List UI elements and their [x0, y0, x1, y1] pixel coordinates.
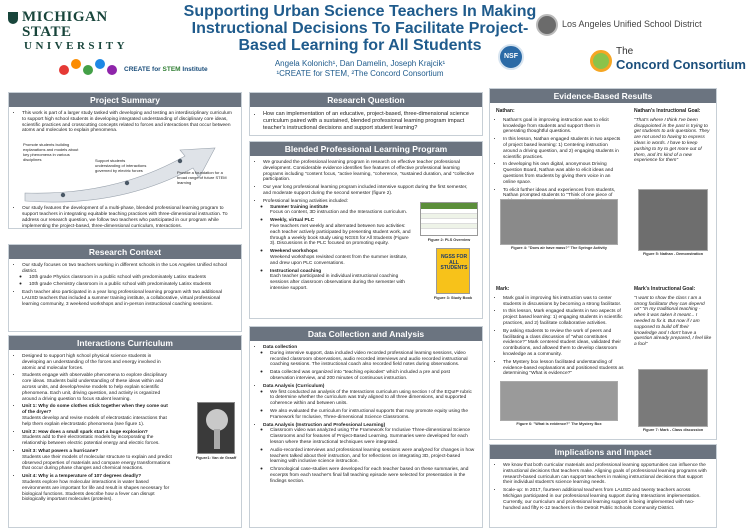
figure-caption: Figure 5: Nathan - Demonstration: [642, 252, 704, 256]
poster-title: Supporting Urban Science Teachers In Making Instructional Decisions To Facilitate Project-Based Learning for All Students: [183, 3, 537, 54]
section-heading: Evidence-Based Results: [490, 89, 716, 103]
van-de-graaff-photo: [197, 402, 235, 454]
implications-panel: Implications and Impact • We know that both curricular materials and professional learning opportunities can influence the instructional decisions that teachers make. Aligning goals of professional learning programs with research-based curriculum can support teachers in making instructional decisions that support their individual student's science learning needs. • Scale-up: In 2017, fourteen additional teachers from LAUSD and twenty teachers across Michigan participated in our professional learning support during Interactions implementation. Currently, our curriculum and professional learning support is being implemented with two-hundred and fifty K-12 teachers in the Detroit Public Schools Community District.: [489, 444, 717, 528]
book-cover: NGSS FOR ALL STUDENTS: [436, 248, 470, 294]
learning-goals-arrow-diagram: [15, 138, 235, 202]
poster-header: [0, 0, 746, 88]
section-heading: Interactions Curriculum: [9, 336, 241, 350]
author-list: Angela Kolonich¹, Dan Damelin, Joseph Krajcik¹ ¹CREATE for STEM, ²The Concord Consortium: [274, 59, 446, 78]
summary-outro: • Our study features the development of a multi-phase, blended professional learning program to support teachers in integrating equitable teaching practices with three-dimensional instruction. To address our research question, we follow two teachers who participated in our program while implementing the project-based, three-dimensional curriculum, Interactions.: [22, 206, 235, 229]
lausd-logo: Los Angeles Unified School District: [536, 14, 716, 38]
msu-line1: MICHIGAN STATE: [22, 9, 108, 40]
figure-caption: Figure 7: Mark - Class discussion: [642, 428, 704, 432]
context-bullet: • Each teacher also participated in a year long professional learning program with two additional LAUSD teachers that included a summer training institute, a collaborative, virtual professional learning community, 3 weekend workshops and in-person instructional coaching sessions.: [22, 290, 235, 307]
research-question-panel: [249, 92, 483, 136]
spartan-shield-icon: [8, 12, 18, 24]
mark-heading: Mark:: [496, 286, 510, 292]
section-heading: Blended Professional Learning Program: [250, 142, 482, 156]
section-heading: Research Context: [9, 245, 241, 259]
research-context-panel: [8, 244, 242, 332]
section-heading: Research Question: [250, 93, 482, 107]
district-seal-icon: [536, 14, 558, 36]
section-heading: Project Summary: [9, 93, 241, 107]
sphere-icon: [206, 409, 228, 431]
section-heading: Implications and Impact: [490, 445, 716, 459]
figure-caption: Figure 3: Study Book: [433, 296, 473, 300]
pls-overview-table: [420, 202, 478, 236]
nathan-goal-heading: Nathan's Instructional Goal:: [634, 108, 701, 114]
project-summary-panel: [8, 92, 242, 229]
research-question-text: • How can implementation of an educative, project-based, three-dimensional science curriculum paired with a sustained, blended professional learning program impact teacher's instructional decisions and support student learning?: [263, 111, 476, 131]
concord-consortium-logo: The Concord Consortium: [590, 46, 712, 80]
arrow-label: Support students understanding of interactions governed by electric forces: [95, 158, 147, 174]
summary-intro: • This work is part of a larger study tasked with developing and testing an interdisciplinary curriculum to support high school students in developing integrated understanding of disciplinary core ideas, scientific practices and crosscutting concepts related to forces and interactions that occur between atoms and molecules to explain phenomena.: [22, 111, 235, 134]
arrow-label: Promote students building explanations and models about key phenomena in various disciplines: [23, 142, 79, 163]
figure-caption: Figure 4: "Does air have mass?" The Syringe Activity: [511, 246, 607, 250]
interactions-curriculum-panel: Interactions Curriculum • Designed to support high school physical science students in developing an understanding of the forces and energy involved in atomic and molecular forces. • Students engage with observable phenomena to explore disciplinary core ideas. Students build understanding of these ideas within and across units, and develop/revise models to help explain scientific phenomena. Each unit, driving question, and activity is organized around a driving question to focus student learning. • Unit 1: Why do some clothes stick together when they come out of the dryer? Students develop and revise models of electrostatic interactions that help them explain electrostatic phenomena (see figure 1). • Unit 2: How does a small spark start a huge explosion? Students add to their electrostatic models by incorporating the relationship between electric potential energy and electric forces. • Unit 3: What powers a hurricane? Students use their models of molecular structure to explain and predict observed properties of materials and compare energy transformations that occur during phase changes and chemical reactions. • Unit 4: Why is a temperature of 107 degrees deadly? Students explore how molecular interactions in water based environments are important for life and result in shapes necessary for biological functions. Students describe how a fever can disrupt biologically important molecules (proteins). Figure1: Van de Graaff: [8, 335, 242, 528]
nsf-logo: NSF: [498, 44, 524, 70]
data-collection-panel: Data Collection and Analysis • Data collection ◦ During intensive support, data included video recorded professional learning sessions, video recorded classroom observations, audio recorded interviews and audio recorded instructional coaching sessions. The instructional coach also recorded field notes during observations. ◦ Data collected was organized into "teaching episodes" which included a pre and post observation interview, and 200 minutes of continuous instruction. • Data Analysis (Curriculum) ◦ We first conducted an analysis of the Interactions curriculum using section I of the EQuIP rubric to determine whether the curriculum was truly aligned to all three dimensions, and supported coherence within and between units. ◦ We also evaluated the curriculum for instructional supports that may promote equity using the Framework for Inclusive, Three-dimensional Science Classrooms. • Data Analysis (Instruction and Professional Learning) ◦ Classroom video was analyzed using The Framework for Inclusive Three-dimensional Science Classrooms and for features of Project-Based Learning. Summaries were developed for each lesson where these instructional techniques were integrated. ◦ Audio-recorded interviews and professional learning sessions were analyzed for changes in how teachers talked about their instruction, and for reflections on integrating 3D, project-based learning with inclusive science instruction. ◦ Chronological case-studies were developed for each teacher based on these summaries, and excerpts from each teacher's final fall teaching episode were selected for presentation in the findings section.: [249, 326, 483, 528]
context-bullet: • Our study focuses on two teachers working in different schools in the Los Angeles Unified school district. ◦ 10th grade Physics classroom in a public school with predominately Latinx students ◦ 10th grade Chemistry classroom in a public school with predominately Latinx students: [22, 263, 235, 288]
arrow-label: Provide a foundation for a broad range of future STEM learning: [177, 170, 227, 186]
figure-caption: Figure 2: PLS Overview: [427, 238, 471, 242]
atom-dots-icon: [58, 56, 128, 80]
figure-caption: Figure 6: "What is evidence?" The Mystery Box: [516, 422, 602, 426]
blended-learning-panel: Blended Professional Learning Program • We grounded the professional learning program in research on effective teacher professional development. Considerable evidence identifies five features of effective professional learning programs including "content focus, "active learning, "coherence, "sustained duration, and "collective participation. • Our year long professional learning program included intensive support during the first semester, and moderate support during the second semester (figure 2). • Professional learning activities included: ◦ Summer training institute Focus on content, 3D instruction and the Interactions curriculum. ◦ Weekly, virtual PLC Five teachers met weekly and alternated between two activities: each teacher actively participated by presenting student work, and through a weekly book study using NGSS for All Students (Figure 3). Discussions in the PLC focused on promoting equity. ◦ Weekend workshops Weekend workshops revisited content from the summer institute, and drew upon PLC conversations. ◦ Instructional coaching Each teacher participated in individual instructional coaching sessions after classroom observations during the semester with intensive support. Figure 2: PLS Overview NGSS FOR ALL STUDENTS Figure 3: Study Book: [249, 141, 483, 319]
mark-quote: "I want to show the class I am a strong facilitator they can depend on" "In my traditional teaching - when it was taken it meant... I needed to fix it. But now if I am supposed to build off their knowledge and I don't have a question already prepared, I feel like a fool": [634, 295, 712, 348]
nathan-heading: Nathan:: [496, 108, 515, 114]
create-text: CREATE for STEM Institute: [124, 66, 208, 73]
nathan-demonstration-photo: [638, 189, 708, 251]
section-heading: Data Collection and Analysis: [250, 327, 482, 341]
nathan-quote: "That's where I think I've been disappointed in the past is trying to get students to ask questions. They are not used to having to express ideas in words. I have to keep pushing to try to get more out of them, and it's kind of a new experience for them": [634, 117, 710, 164]
mark-discussion-photo: [638, 369, 708, 427]
mystery-box-photo: [500, 381, 618, 421]
syringe-activity-photo: [500, 199, 618, 245]
msu-logo: [10, 10, 142, 53]
figure-caption: Figure1: Van de Graaff: [195, 456, 237, 460]
evidence-results-panel: Evidence-Based Results Nathan: • Nathan's goal in improving instruction was to elicit knowledge from students and support them in generating thoughtful questions. • In this lesson, Nathan engaged students in two aspects of project based learning: 1) Centering instruction around a driving question, and 2) engaging students in scientific practices. • In developing his own digital, anonymous Driving Question Board, Nathan was able to elicit ideas and questions from students by giving them voice in an online space. • To elicit further ideas and experiences from students, Nathan prompted students to "Think of one piece of Nathan's Instructional Goal: "That's where I think I've been disappointed in the past is trying to get students to ask questions. They are not used to having to express ideas in words. I have to keep pushing to try to get more out of them, and it's kind of a new experience for them" Figure 4: "Does air have mass?" The Syringe Activity Figure 5: Nathan - Demonstration Mark: • Mark goal in improving his instruction was to center students in discussions by becoming a strong facilitator. • In this lesson, Mark engaged students in two aspects of project based learning: 1) engaging students in scientific practices, and 2) facilitate collaborative activities. • By asking students to review the work of peers and facilitating a class discussion of "what constitutes evidence?" Mark centered student ideas, validated their contributions, and allowed them to develop classroom knowledge as a community. • The Mystery box lesson facilitated understanding of evidence-based explanations and positioned students as determining "What is evidence?" Mark's Instructional Goal: "I want to show the class I am a strong facilitator they can depend on" "In my traditional teaching - when it was taken it meant... I needed to fix it. But now if I am supposed to build off their knowledge and I don't have a question already prepared, I feel like a fool" Figure 6: "What is evidence?" The Mystery Box Figure 7: Mark - Class discussion: [489, 88, 717, 440]
msu-line2: UNIVERSITY: [24, 40, 129, 52]
concord-icon: [590, 50, 612, 72]
mark-goal-heading: Mark's Instructional Goal:: [634, 286, 696, 292]
